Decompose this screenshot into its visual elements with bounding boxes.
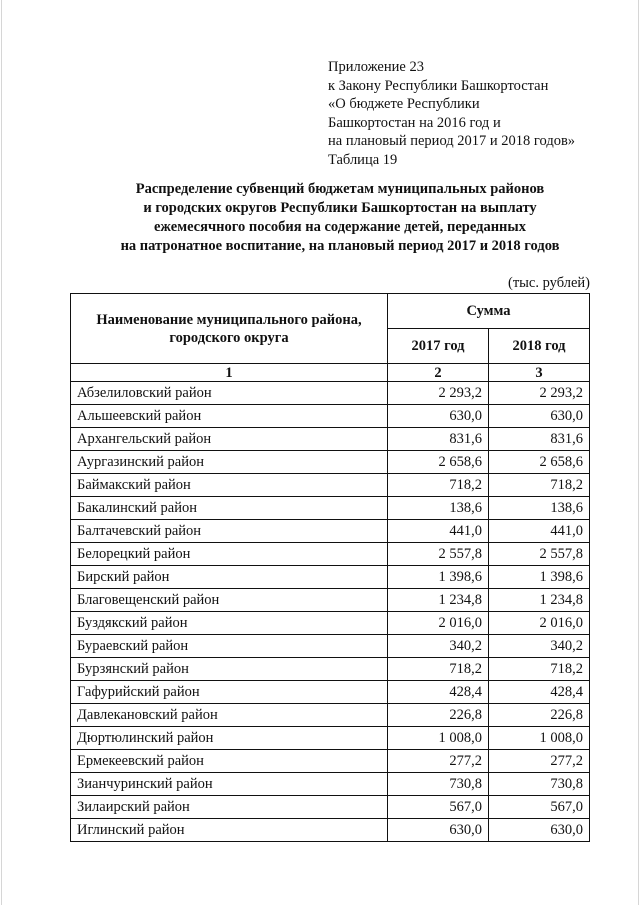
district-name: Бурзянский район bbox=[71, 658, 388, 681]
district-name: Балтачевский район bbox=[71, 520, 388, 543]
district-name: Дюртюлинский район bbox=[71, 727, 388, 750]
amount-2018: 831,6 bbox=[489, 428, 590, 451]
district-name: Альшеевский район bbox=[71, 405, 388, 428]
amount-2018: 567,0 bbox=[489, 796, 590, 819]
amount-2018: 138,6 bbox=[489, 497, 590, 520]
amount-2017: 2 557,8 bbox=[388, 543, 489, 566]
amount-2018: 1 008,0 bbox=[489, 727, 590, 750]
table-row bbox=[71, 497, 590, 520]
amount-2017: 1 398,6 bbox=[388, 566, 489, 589]
amount-2017: 2 016,0 bbox=[388, 612, 489, 635]
amount-2017: 1 008,0 bbox=[388, 727, 489, 750]
table-row bbox=[71, 428, 590, 451]
amount-2017: 630,0 bbox=[388, 405, 489, 428]
amount-2017: 718,2 bbox=[388, 474, 489, 497]
table-row bbox=[71, 819, 590, 842]
table-row bbox=[71, 750, 590, 773]
amount-2017: 138,6 bbox=[388, 497, 489, 520]
district-name: Абзелиловский район bbox=[71, 382, 388, 405]
table-row bbox=[71, 681, 590, 704]
column-number: 2 bbox=[388, 364, 489, 382]
table-row bbox=[71, 612, 590, 635]
district-name: Аургазинский район bbox=[71, 451, 388, 474]
amount-2018: 340,2 bbox=[489, 635, 590, 658]
district-name: Иглинский район bbox=[71, 819, 388, 842]
amount-2017: 718,2 bbox=[388, 658, 489, 681]
amount-2017: 2 293,2 bbox=[388, 382, 489, 405]
amount-2017: 2 658,6 bbox=[388, 451, 489, 474]
column-header-sum: Сумма bbox=[388, 294, 590, 329]
amount-2018: 277,2 bbox=[489, 750, 590, 773]
amount-2018: 1 234,8 bbox=[489, 589, 590, 612]
district-name: Бирский район bbox=[71, 566, 388, 589]
amount-2017: 1 234,8 bbox=[388, 589, 489, 612]
amount-2017: 428,4 bbox=[388, 681, 489, 704]
amount-2018: 2 658,6 bbox=[489, 451, 590, 474]
column-number: 1 bbox=[71, 364, 388, 382]
table-row bbox=[71, 405, 590, 428]
scan-edge-right bbox=[638, 0, 639, 905]
district-name: Ермекеевский район bbox=[71, 750, 388, 773]
appendix-line: «О бюджете Республики bbox=[328, 96, 480, 112]
subsidy-table bbox=[70, 293, 590, 842]
amount-2018: 2 293,2 bbox=[489, 382, 590, 405]
column-number: 3 bbox=[489, 364, 590, 382]
appendix-line: к Закону Республики Башкортостан bbox=[328, 77, 549, 94]
amount-2018: 2 016,0 bbox=[489, 612, 590, 635]
district-name: Буздякский район bbox=[71, 612, 388, 635]
district-name: Зилаирский район bbox=[71, 796, 388, 819]
table-row bbox=[71, 451, 590, 474]
table-row bbox=[71, 727, 590, 750]
title-line: на патронатное воспитание, на плановый период 2017 и 2018 годов bbox=[120, 238, 560, 254]
amount-2017: 630,0 bbox=[388, 819, 489, 842]
table-row bbox=[71, 543, 590, 566]
table-row bbox=[71, 566, 590, 589]
title-line: ежемесячного пособия на содержание детей, переданных bbox=[154, 219, 526, 235]
title-line: и городских округов Республики Башкортостан на выплату bbox=[143, 200, 537, 216]
title-line: Распределение субвенций бюджетам муниципальных районов bbox=[135, 181, 545, 197]
table-row bbox=[71, 474, 590, 497]
table-row bbox=[71, 589, 590, 612]
amount-2018: 1 398,6 bbox=[489, 566, 590, 589]
amount-2017: 831,6 bbox=[388, 428, 489, 451]
units-label: (тыс. рублей) bbox=[508, 275, 590, 291]
amount-2018: 718,2 bbox=[489, 474, 590, 497]
amount-2017: 277,2 bbox=[388, 750, 489, 773]
district-name: Бураевский район bbox=[71, 635, 388, 658]
amount-2017: 730,8 bbox=[388, 773, 489, 796]
district-name: Белорецкий район bbox=[71, 543, 388, 566]
district-name: Зианчуринский район bbox=[71, 773, 388, 796]
amount-2018: 2 557,8 bbox=[489, 543, 590, 566]
table-row bbox=[71, 773, 590, 796]
district-name: Бакалинский район bbox=[71, 497, 388, 520]
column-header-2017: 2017 год bbox=[388, 329, 489, 364]
amount-2018: 730,8 bbox=[489, 773, 590, 796]
table-row bbox=[71, 635, 590, 658]
amount-2017: 441,0 bbox=[388, 520, 489, 543]
amount-2017: 226,8 bbox=[388, 704, 489, 727]
amount-2017: 567,0 bbox=[388, 796, 489, 819]
table-number: Таблица 19 bbox=[328, 151, 398, 168]
appendix-line: Башкортостан на 2016 год и bbox=[328, 114, 501, 131]
column-header-2018: 2018 год bbox=[489, 329, 590, 364]
table-row bbox=[71, 520, 590, 543]
appendix-line: на плановый период 2017 и 2018 годов» bbox=[328, 133, 576, 149]
document-title bbox=[70, 180, 610, 256]
amount-2018: 441,0 bbox=[489, 520, 590, 543]
amount-2018: 630,0 bbox=[489, 819, 590, 842]
column-header-name: Наименование муниципального района, городского округа bbox=[71, 294, 388, 364]
amount-2018: 630,0 bbox=[489, 405, 590, 428]
appendix-line: Приложение 23 bbox=[328, 59, 424, 75]
district-name: Давлекановский район bbox=[71, 704, 388, 727]
amount-2018: 428,4 bbox=[489, 681, 590, 704]
appendix-header bbox=[328, 58, 575, 169]
district-name: Благовещенский район bbox=[71, 589, 388, 612]
amount-2018: 718,2 bbox=[489, 658, 590, 681]
scan-edge-left bbox=[1, 0, 2, 905]
district-name: Гафурийский район bbox=[71, 681, 388, 704]
district-name: Архангельский район bbox=[71, 428, 388, 451]
table-row bbox=[71, 704, 590, 727]
amount-2018: 226,8 bbox=[489, 704, 590, 727]
table-row bbox=[71, 382, 590, 405]
table-row bbox=[71, 658, 590, 681]
table-row bbox=[71, 796, 590, 819]
district-name: Баймакский район bbox=[71, 474, 388, 497]
amount-2017: 340,2 bbox=[388, 635, 489, 658]
